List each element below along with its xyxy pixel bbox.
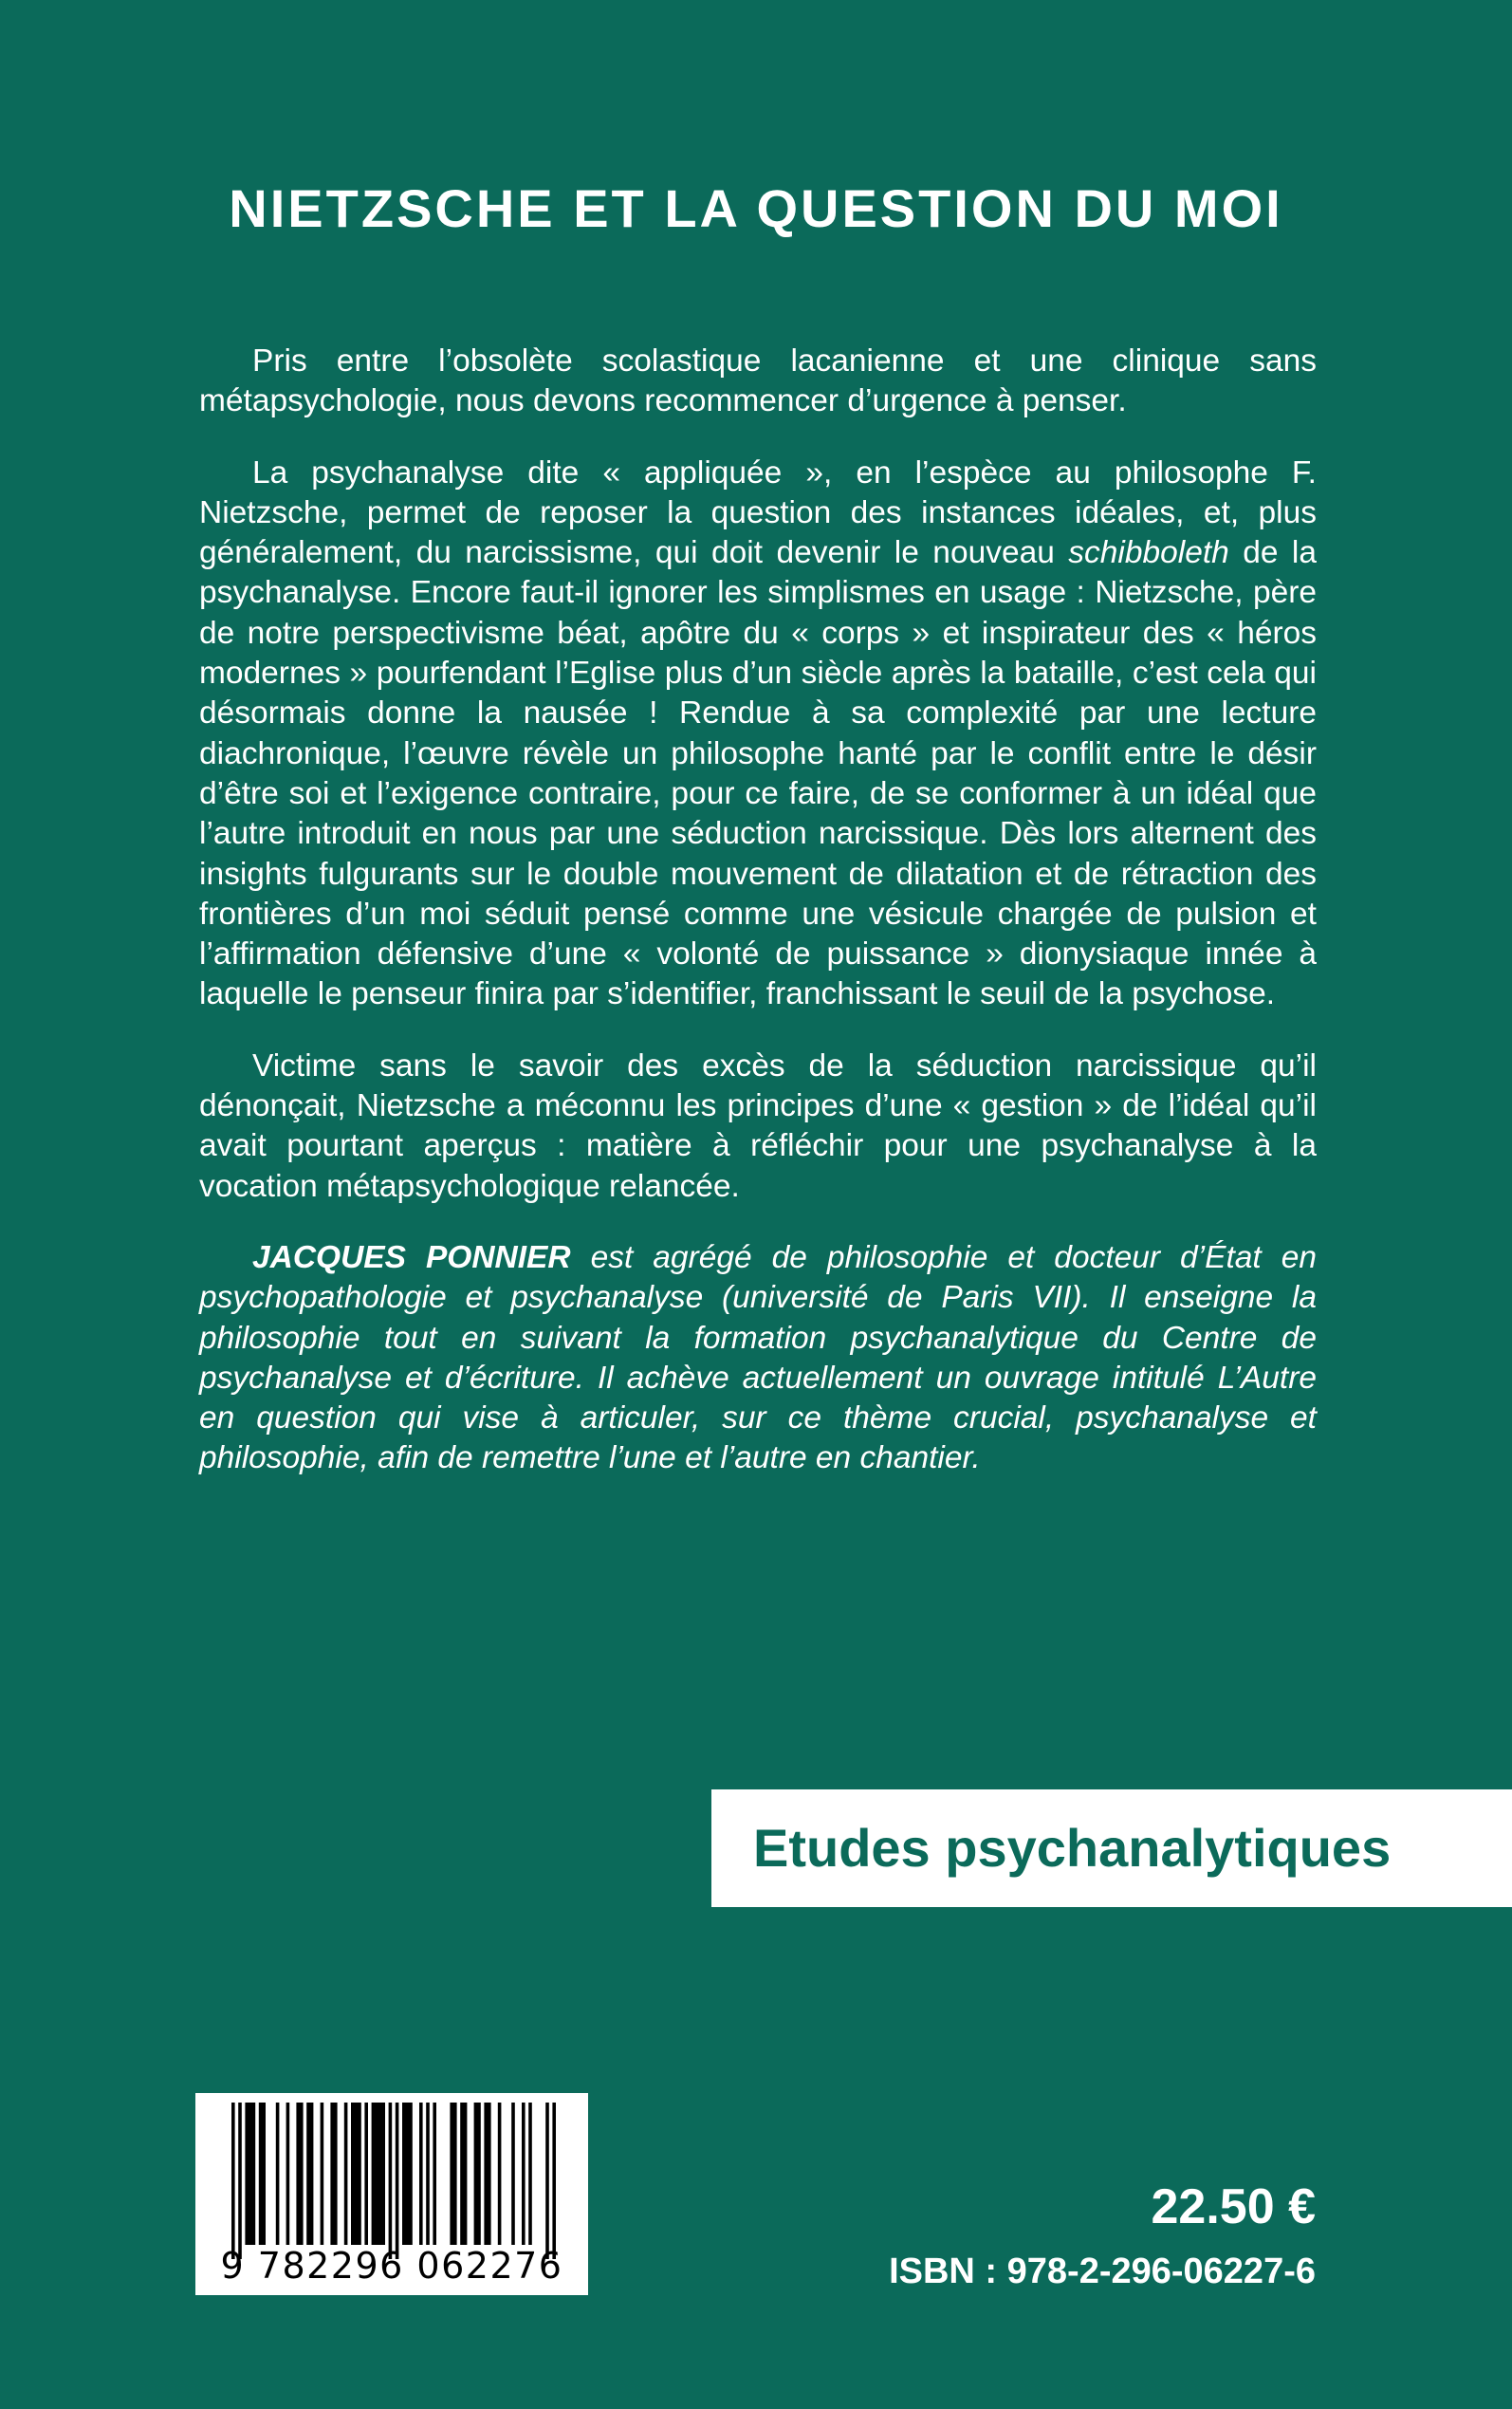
barcode-bar: [344, 2103, 348, 2245]
barcode-bar: [296, 2103, 303, 2245]
barcode-bar: [396, 2103, 399, 2259]
blurb-paragraph-2: [199, 454, 1317, 1015]
barcode-bar: [286, 2103, 290, 2245]
schibboleth-word: schibboleth: [1068, 535, 1229, 571]
barcode-bar: [321, 2103, 324, 2245]
barcode-bar: [231, 2103, 235, 2259]
author-bio-text: est agrégé de philosophie et docteur d’État en psychopathologie et psychanalyse (université de Paris VII). Il enseigne la philosophie tout en suivant la formation psychanalytique du Centre de psychanalyse et d’écriture. Il achève actuellement un ouvrage intitulé L’Autre en question qui vise à articuler, sur ce thème crucial, psychanalyse et philosophie, afin de remettre l’une et l’autre en chantier.: [199, 1239, 1317, 1476]
author-name: JACQUES PONNIER: [252, 1239, 571, 1275]
barcode-bar: [330, 2103, 337, 2245]
barcode-bar: [522, 2103, 526, 2245]
barcode-bar: [498, 2103, 502, 2245]
barcode-bar: [276, 2103, 280, 2245]
barcode-bar: [419, 2103, 423, 2245]
blurb-paragraph-2-end: de la psychanalyse. Encore faut-il ignorer les simplismes en usage : Nietzsche, père de notre perspectivisme béat, apôtre du « corps » et inspirateur des « héros modernes » pourfendant l’Eglise plus d’un siècle après la bataille, c’est cela qui désormais donne la nausée ! Rendue à sa complexité par une lecture diachronique, l’œuvre révèle un philosophe hanté par le conflit entre le désir d’être soi et l’exigence contraire, pour ce faire, de se conformer à un idéal que l’autre introduit en nous par une séduction narcissique. Dès lors alternent des insights fulgurants sur le double mouvement de dilatation et de rétraction des frontières d’un moi séduit pensé comme une vésicule chargée de pulsion et l’affirmation défensive d’une « volonté de puissance » dionysiaque innée à laquelle le penseur finira par s’identifier, franchissant le seuil de la psychose.: [199, 535, 1317, 1012]
barcode-bar: [460, 2103, 467, 2245]
book-title: NIETZSCHE ET LA QUESTION DU MOI: [229, 178, 1283, 238]
barcode-bar: [552, 2103, 556, 2259]
barcode-bar: [372, 2103, 385, 2245]
isbn-number: ISBN : 978-2-296-06227-6: [889, 2251, 1316, 2291]
barcode-bar: [245, 2103, 255, 2245]
blurb-paragraph-1: Pris entre l’obsolète scolastique lacanienne et une clinique sans métapsychologie, nous devons recommencer d’urgence à penser.: [199, 343, 1317, 419]
isbn-barcode: [195, 2093, 588, 2295]
barcode-bar: [433, 2103, 436, 2245]
barcode-bar: [364, 2103, 368, 2245]
back-cover-blurb: [199, 342, 1317, 1510]
barcode-bar: [528, 2103, 532, 2245]
barcode-bar: [306, 2103, 313, 2245]
author-bio: [199, 1238, 1317, 1479]
series-banner: [711, 1789, 1512, 1907]
barcode-bar: [511, 2103, 515, 2245]
price: 22.50 €: [1151, 2179, 1316, 2234]
barcode-bar: [426, 2103, 430, 2245]
series-label: Etudes psychanalytiques: [753, 1818, 1392, 1878]
blurb-paragraph-3: Victime sans le savoir des excès de la séduction narcissique qu’il dénonçait, Nietzsche a méconnu les principes d’une « gestion » de l’idéal qu’il avait pourtant aperçus : matière à réfléchir pour une psychanalyse à la vocation métapsychologique relancée.: [199, 1047, 1317, 1204]
barcode-bar: [351, 2103, 361, 2245]
barcode-bar: [474, 2103, 481, 2245]
barcode-bar: [402, 2103, 413, 2245]
blurb-paragraph-2-start: La psychanalyse dite « appliquée », en l’espèce au philosophe F. Nietzsche, permet de reposer la question des instances idéales, et, plus généralement, du narcissisme, qui doit devenir le nouveau: [199, 454, 1317, 571]
barcode-bar: [259, 2103, 266, 2245]
barcode-bar: [450, 2103, 456, 2245]
barcode-bar: [484, 2103, 490, 2245]
barcode-bar: [389, 2103, 393, 2259]
barcode-digits: 9 782296 062276: [220, 2245, 563, 2287]
barcode-bar: [545, 2103, 549, 2259]
barcode-bar: [238, 2103, 242, 2259]
